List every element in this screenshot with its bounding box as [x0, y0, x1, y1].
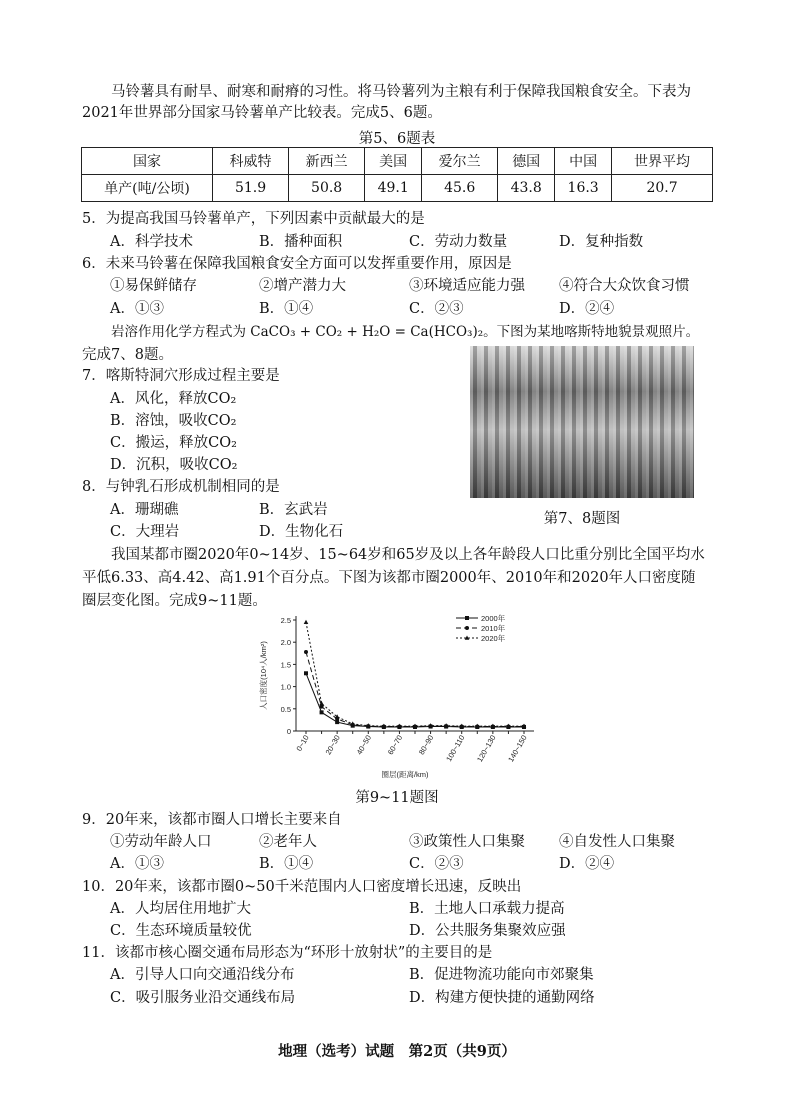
q9-item-1: ①劳动年龄人口: [110, 834, 212, 850]
intro-q5-6: 马铃薯具有耐旱、耐寒和耐瘠的习性。将马铃薯列为主粮有利于保障我国粮食安全。下表为2021年世界部分国家马铃薯单产比较表。完成5、6题。: [82, 84, 691, 121]
q9-option-d[interactable]: D．②④: [559, 856, 615, 872]
x-tick-label: 120~130: [475, 733, 498, 764]
q6-option-b[interactable]: B．①④: [259, 301, 314, 317]
intro-q9-11-line3: 圈层变化图。完成9~11题。: [82, 593, 267, 609]
q5-option-c[interactable]: C．劳动力数量: [409, 234, 508, 250]
q7-option-d[interactable]: D．沉积，吸收CO₂: [110, 457, 238, 473]
q10-stem: 10．20年来，该都市圈0~50千米范围内人口密度增长迅速，反映出: [82, 879, 522, 895]
table-cell: 中国: [555, 148, 612, 175]
q5-option-b[interactable]: B．播种面积: [259, 234, 343, 250]
q10-option-d[interactable]: D．公共服务集聚效应强: [409, 923, 566, 939]
q5-option-d[interactable]: D．复种指数: [559, 234, 644, 250]
data-point: [304, 620, 309, 624]
table-cell: 16.3: [555, 175, 612, 202]
q8-option-c[interactable]: C．大理岩: [110, 524, 180, 540]
q9-item-2: ②老年人: [259, 834, 317, 850]
q11-option-a[interactable]: A．引导人口向交通沿线分布: [110, 967, 295, 983]
photo-caption: 第7、8题图: [543, 511, 621, 527]
population-density-chart: [248, 606, 540, 786]
q5-stem: 5．为提高我国马铃薯单产，下列因素中贡献最大的是: [82, 211, 425, 227]
q5-option-a[interactable]: A．科学技术: [110, 234, 193, 250]
q11-option-d[interactable]: D．构建方便快捷的通勤网络: [409, 990, 595, 1006]
q7-option-a[interactable]: A．风化，释放CO₂: [110, 391, 237, 407]
x-tick-label: 20~30: [323, 733, 342, 757]
q10-option-b[interactable]: B．土地人口承载力提高: [409, 901, 565, 917]
q7-stem: 7．喀斯特洞穴形成过程主要是: [82, 368, 280, 384]
intro-q7-8-line2: 完成7、8题。: [82, 347, 173, 363]
table-cell: 爱尔兰: [422, 148, 498, 175]
table-cell: 德国: [498, 148, 555, 175]
x-tick-label: 40~50: [354, 733, 374, 757]
q6-option-c[interactable]: C．②③: [409, 301, 464, 317]
q6-item-2: ②增产潜力大: [259, 278, 346, 294]
intro-q7-8-line1: 岩溶作用化学方程式为 CaCO₃ + CO₂ + H₂O = Ca(HCO₃)₂。下图为某地喀斯特地貌景观照片。: [111, 324, 700, 340]
legend-label: 2020年: [481, 634, 506, 643]
x-axis-title: 圈层(距离/km): [381, 770, 429, 779]
q6-item-1: ①易保鲜储存: [110, 278, 197, 294]
intro-q9-11-line1: 我国某都市圈2020年0~14岁、15~64岁和65岁及以上各年龄段人口比重分别比全国平均水: [111, 547, 705, 563]
q9-option-c[interactable]: C．②③: [409, 856, 464, 872]
y-tick-label: 0: [286, 727, 291, 736]
table-cell: 国家: [82, 148, 213, 175]
x-tick-label: 60~70: [385, 733, 405, 757]
legend-label: 2010年: [481, 624, 506, 633]
karst-cave-photo: [470, 346, 694, 498]
y-tick-label: 1.0: [280, 682, 291, 692]
x-tick-label: 100~110: [444, 733, 467, 763]
data-point: [304, 671, 308, 675]
intro-q9-11-line2: 平低6.33、高4.42、高1.91个百分点。下图为该都市圈2000年、2010年和2020年人口密度随: [82, 570, 696, 586]
q9-item-3: ③政策性人口集聚: [409, 834, 525, 850]
q9-option-a[interactable]: A．①③: [110, 856, 164, 872]
data-point: [350, 721, 355, 725]
table-cell: 世界平均: [612, 148, 713, 175]
y-tick-label: 2.5: [280, 616, 291, 625]
q11-option-c[interactable]: C．吸引服务业沿交通线布局: [110, 990, 296, 1006]
table-row: [82, 175, 713, 202]
q10-option-a[interactable]: A．人均居住用地扩大: [110, 901, 251, 917]
y-tick-label: 0.5: [280, 704, 291, 714]
table-cell: 49.1: [365, 175, 422, 202]
x-tick-label: 0~10: [294, 733, 311, 753]
series-line-1: [306, 652, 524, 727]
data-point: [304, 650, 308, 654]
x-tick-label: 140~150: [506, 733, 529, 764]
table-caption: 第5、6题表: [358, 131, 436, 147]
table-header-row: [82, 148, 713, 175]
q9-option-b[interactable]: B．①④: [259, 856, 314, 872]
q6-stem: 6．未来马铃薯在保障我国粮食安全方面可以发挥重要作用，原因是: [82, 256, 512, 272]
page-footer: 地理（选考）试题 第2页（共9页）: [278, 1043, 516, 1060]
q11-option-b[interactable]: B．促进物流功能向市郊聚集: [409, 967, 594, 983]
legend-marker: [465, 616, 469, 620]
q10-option-c[interactable]: C．生态环境质量较优: [110, 923, 252, 939]
table-cell: 45.6: [422, 175, 498, 202]
q8-option-b[interactable]: B．玄武岩: [259, 502, 328, 518]
q6-item-3: ③环境适应能力强: [409, 278, 525, 294]
q11-stem: 11．该都市核心圈交通布局形态为“环形十放射状”的主要目的是: [82, 945, 493, 961]
legend-label: 2000年: [481, 614, 506, 623]
q8-option-d[interactable]: D．生物化石: [259, 524, 344, 540]
table-cell: 50.8: [289, 175, 365, 202]
potato-yield-table: [81, 147, 713, 202]
table-cell: 科威特: [213, 148, 289, 175]
table-cell: 美国: [365, 148, 422, 175]
q6-option-d[interactable]: D．②④: [559, 301, 615, 317]
y-tick-label: 1.5: [280, 660, 291, 670]
chart-caption: 第9~11题图: [355, 790, 439, 806]
q9-item-4: ④自发性人口集聚: [559, 834, 675, 850]
q7-option-c[interactable]: C．搬运，释放CO₂: [110, 435, 237, 451]
q8-option-a[interactable]: A．珊瑚礁: [110, 502, 179, 518]
legend-marker: [465, 626, 469, 630]
q6-item-4: ④符合大众饮食习惯: [559, 278, 690, 294]
y-axis-title: 人口密度(10⁴人/km²): [259, 641, 268, 710]
table-cell: 单产(吨/公顷): [82, 175, 213, 202]
q7-option-b[interactable]: B．溶蚀，吸收CO₂: [110, 413, 237, 429]
table-cell: 新西兰: [289, 148, 365, 175]
y-tick-label: 2.0: [280, 638, 291, 648]
table-cell: 51.9: [213, 175, 289, 202]
q9-stem: 9．20年来，该都市圈人口增长主要来自: [82, 812, 342, 828]
x-tick-label: 80~90: [416, 733, 436, 757]
q8-stem: 8．与钟乳石形成机制相同的是: [82, 479, 280, 495]
q6-option-a[interactable]: A．①③: [110, 301, 164, 317]
table-cell: 43.8: [498, 175, 555, 202]
table-cell: 20.7: [612, 175, 713, 202]
data-point: [320, 710, 324, 714]
